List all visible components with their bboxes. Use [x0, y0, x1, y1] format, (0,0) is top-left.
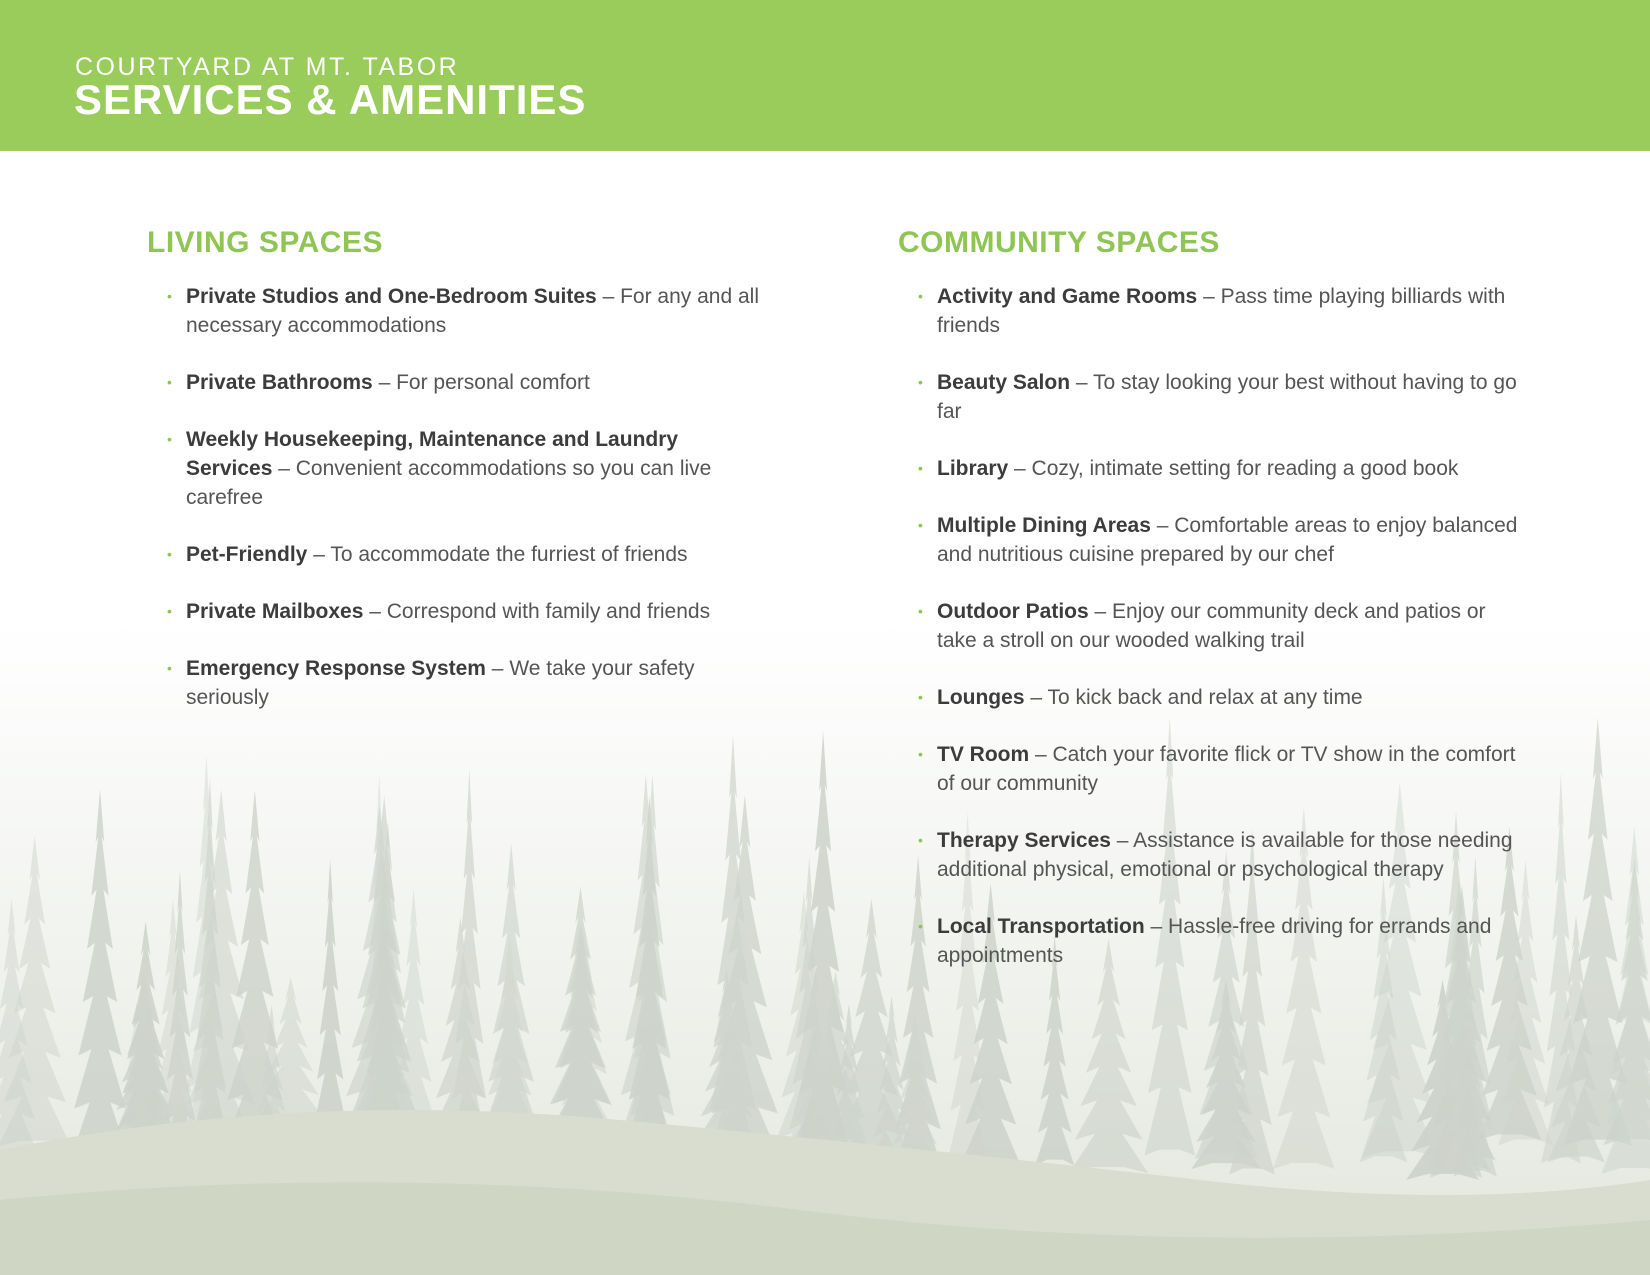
item-term: Multiple Dining Areas	[937, 514, 1151, 537]
list-item	[898, 683, 1518, 712]
bullet-dot-icon: •	[918, 288, 923, 304]
bullet-dot-icon: •	[167, 660, 172, 676]
living-spaces-section	[147, 222, 767, 740]
bullet-dot-icon: •	[918, 918, 923, 934]
living-spaces-list	[147, 282, 767, 712]
list-item	[147, 368, 767, 397]
list-item	[147, 540, 767, 569]
list-item	[147, 597, 767, 626]
list-item	[898, 912, 1518, 970]
community-spaces-section	[898, 222, 1518, 998]
item-description: – Assistance is available for those needing additional physical, emotional or psychological therapy	[937, 829, 1513, 881]
list-item	[147, 654, 767, 712]
item-term: Emergency Response System	[186, 657, 486, 680]
item-term: Outdoor Patios	[937, 600, 1089, 623]
list-item	[898, 511, 1518, 569]
community-name: COURTYARD AT MT. TABOR	[75, 53, 460, 81]
bullet-dot-icon: •	[167, 288, 172, 304]
list-item	[898, 368, 1518, 426]
page-title: SERVICES & AMENITIES	[74, 76, 587, 123]
item-description: – Comfortable areas to enjoy balanced and nutritious cuisine prepared by our chef	[937, 514, 1518, 566]
item-description: – Pass time playing billiards with friends	[937, 285, 1506, 337]
item-term: Lounges	[937, 686, 1025, 709]
living-spaces-heading: LIVING SPACES	[147, 226, 383, 259]
item-term: Private Bathrooms	[186, 371, 373, 394]
item-description: – For personal comfort	[372, 371, 590, 394]
item-description: – Catch your favorite flick or TV show in the comfort of our community	[937, 743, 1516, 795]
bullet-dot-icon: •	[167, 603, 172, 619]
item-term: Weekly Housekeeping, Maintenance and Laundry Services	[186, 428, 679, 480]
item-description: – Correspond with family and friends	[363, 600, 711, 623]
community-spaces-list	[898, 282, 1518, 970]
bullet-dot-icon: •	[918, 689, 923, 705]
header-banner	[0, 0, 1650, 151]
community-spaces-heading: COMMUNITY SPACES	[898, 226, 1220, 259]
item-term: Pet-Friendly	[186, 543, 308, 566]
item-term: Library	[937, 457, 1009, 480]
bullet-dot-icon: •	[918, 517, 923, 533]
bullet-dot-icon: •	[167, 546, 172, 562]
item-term: Private Studios and One-Bedroom Suites	[186, 285, 597, 308]
item-term: Therapy Services	[937, 829, 1111, 852]
list-item	[147, 282, 767, 340]
bullet-dot-icon: •	[918, 746, 923, 762]
item-description: – Convenient accommodations so you can live carefree	[186, 457, 712, 509]
list-item	[898, 282, 1518, 340]
list-item	[898, 740, 1518, 798]
item-term: Beauty Salon	[937, 371, 1071, 394]
item-description: – Hassle-free driving for errands and appointments	[937, 915, 1492, 967]
list-item	[898, 826, 1518, 884]
bullet-dot-icon: •	[167, 374, 172, 390]
item-term: Activity and Game Rooms	[937, 285, 1198, 308]
list-item	[898, 597, 1518, 655]
item-description: – To stay looking your best without having to go far	[937, 371, 1517, 423]
item-description: – Cozy, intimate setting for reading a good book	[1008, 457, 1459, 480]
item-description: – To kick back and relax at any time	[1024, 686, 1363, 709]
list-item	[898, 454, 1518, 483]
item-term: Private Mailboxes	[186, 600, 364, 623]
bullet-dot-icon: •	[167, 431, 172, 447]
bullet-dot-icon: •	[918, 603, 923, 619]
bullet-dot-icon: •	[918, 460, 923, 476]
item-description: – For any and all necessary accommodations	[186, 285, 760, 337]
item-description: – Enjoy our community deck and patios or take a stroll on our wooded walking trail	[937, 600, 1486, 652]
list-item	[147, 425, 767, 512]
item-description: – To accommodate the furriest of friends	[307, 543, 688, 566]
bullet-dot-icon: •	[918, 832, 923, 848]
bullet-dot-icon: •	[918, 374, 923, 390]
item-term: Local Transportation	[937, 915, 1145, 938]
item-term: TV Room	[937, 743, 1030, 766]
item-description: – We take your safety seriously	[186, 657, 695, 709]
